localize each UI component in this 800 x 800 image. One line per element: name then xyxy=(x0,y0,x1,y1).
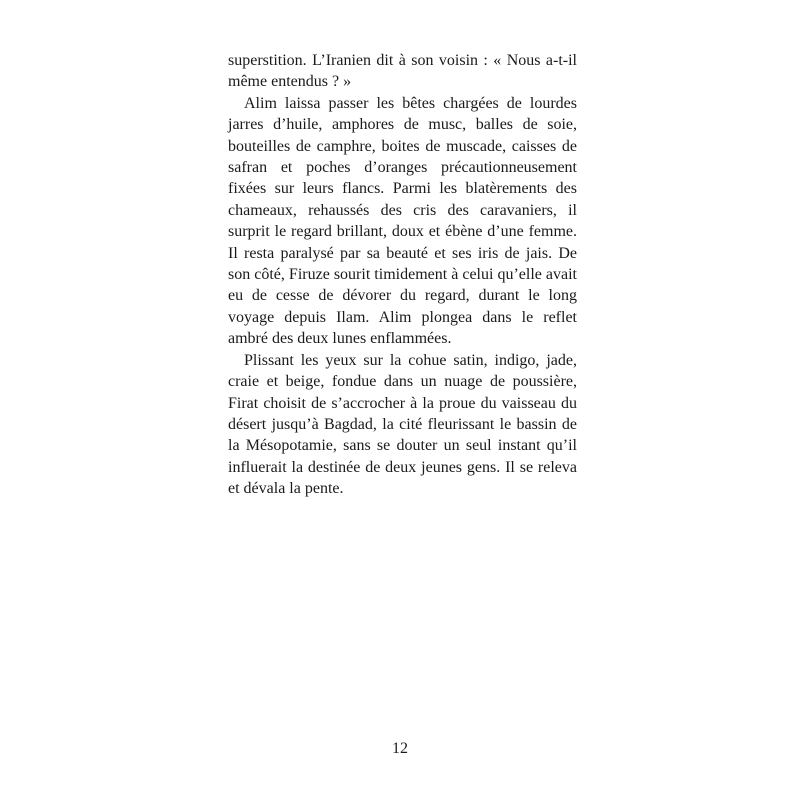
body-text xyxy=(228,50,577,500)
paragraph-firat: Plissant les yeux sur la cohue satin, indigo, jade, craie et beige, fondue dans un nuage de poussière, Firat choisit de s’accrocher à la proue du vaisseau du désert jusqu’à Bagdad, la cité fleurissant le bassin de la Mésopotamie, sans se douter un seul instant qu’il influerait la destinée de deux jeunes gens. Il se releva et dévala la pente. xyxy=(228,351,577,498)
paragraph-alim: Alim laissa passer les bêtes chargées de lourdes jarres d’huile, amphores de musc, balles de soie, bouteilles de camphre, boites de muscade, caisses de safran et poches d’oranges précautionneusement fixées sur leurs flancs. Parmi les blatèrements des chameaux, rehaussés des cris des caravaniers, il surprit le regard brillant, doux et ébène d’une femme. Il resta paralysé par sa beauté et ses iris de jais. De son côté, Firuze sourit timidement à celui qu’elle avait eu de cesse de dévorer du regard, durant le long voyage depuis Ilam. Alim plongea dans le reflet ambré des deux lunes enflammées. xyxy=(228,94,577,348)
paragraph-continuation: superstition. L’Iranien dit à son voisin : « Nous a-t-il même entendus ? » xyxy=(228,52,577,91)
page-number: 12 xyxy=(392,740,408,757)
